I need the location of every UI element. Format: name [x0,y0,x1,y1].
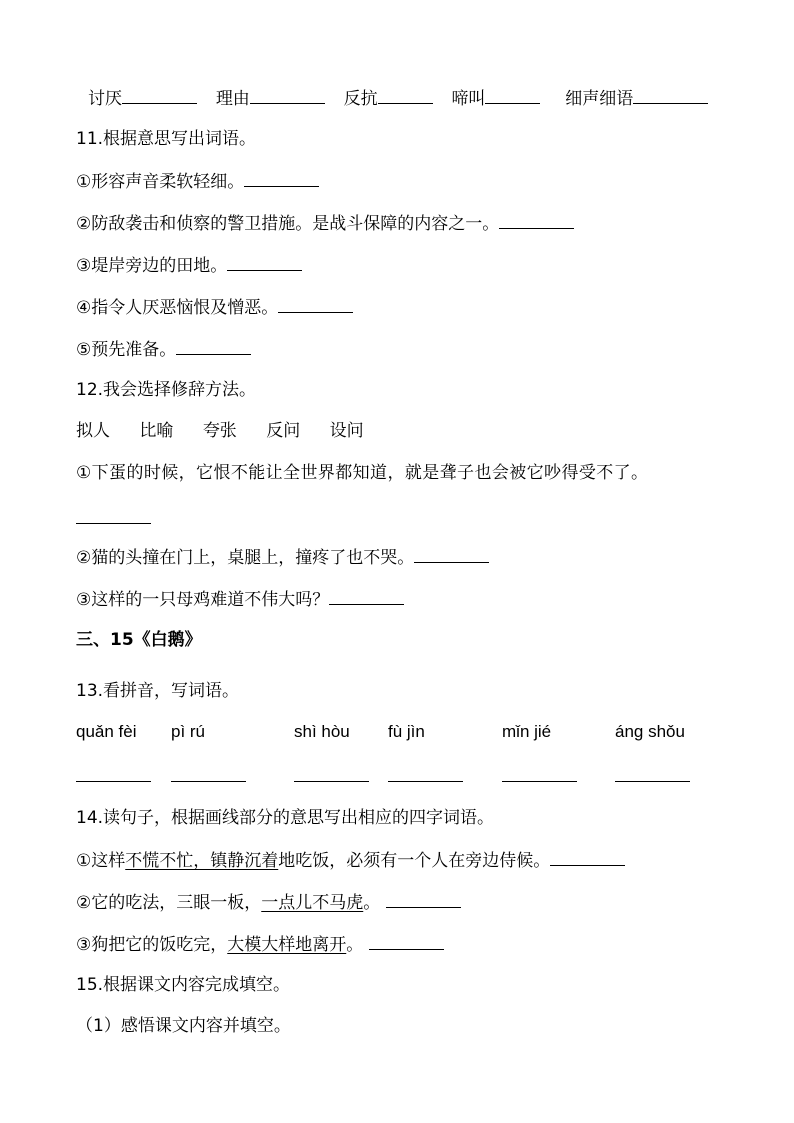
answer-blank[interactable] [250,86,325,104]
q14-sentence-2: ②它的吃法，三眼一板，一点儿不马虎。 [76,890,461,915]
answer-blank[interactable] [278,295,353,313]
answer-blank[interactable] [244,169,319,187]
pinyin-answer-blank-1[interactable] [76,780,151,782]
section-3-title: 三、15《白鹅》 [76,630,202,650]
q12-item-1-blank-row [76,506,151,531]
pinyin-3: shì hòu [294,722,350,741]
answer-blank[interactable] [633,86,708,104]
q12-title: 12.我会选择修辞方法。 [76,380,257,400]
q14-sentence-1: ①这样不慌不忙，镇静沉着地吃饭，必须有一个人在旁边侍候。 [76,848,625,873]
pinyin-4: fù jìn [388,722,425,741]
q13-title: 13.看拼音，写词语。 [76,681,240,701]
underlined-phrase: 大模大样地离开 [227,935,347,955]
q12-options [76,419,364,443]
pinyin-1: quǎn fèi [76,722,137,741]
answer-blank[interactable] [227,253,302,271]
option-self-question: 设问 [329,421,364,441]
answer-blank[interactable] [386,890,461,908]
q14-sentence-3: ③狗把它的饭吃完，大模大样地离开。 [76,932,444,957]
word-1: 讨厌 [88,89,122,109]
answer-blank[interactable] [329,587,404,605]
underlined-phrase: 一点儿不马虎 [261,893,364,913]
word-2: 理由 [215,89,250,109]
pinyin-answer-blank-2[interactable] [171,780,246,782]
top-word-row [88,86,708,111]
q11-title: 11.根据意思写出词语。 [76,129,257,149]
word-5: 细声细语 [565,89,634,109]
answer-blank[interactable] [550,848,625,866]
underlined-phrase: 不慌不忙，镇静沉着 [125,851,279,871]
word-4: 啼叫 [451,89,486,109]
word-3: 反抗 [343,89,378,109]
pinyin-5: mǐn jié [502,722,552,741]
q11-item-3: ③堤岸旁边的田地。 [76,253,302,278]
answer-blank[interactable] [485,86,540,104]
q12-item-2: ②猫的头撞在门上，桌腿上，撞疼了也不哭。 [76,545,489,570]
pinyin-answer-blank-4[interactable] [388,780,463,782]
q11-item-4: ④指令人厌恶恼恨及憎恶。 [76,295,353,320]
option-metaphor: 比喻 [139,421,174,441]
q14-title: 14.读句子，根据画线部分的意思写出相应的四字词语。 [76,808,495,828]
option-personification: 拟人 [76,421,110,441]
pinyin-answer-blank-6[interactable] [615,780,690,782]
answer-blank[interactable] [76,506,151,524]
option-hyperbole: 夸张 [202,421,237,441]
pinyin-6: áng shǒu [615,722,685,741]
answer-blank[interactable] [176,337,251,355]
answer-blank[interactable] [122,86,197,104]
q12-item-3: ③这样的一只母鸡难道不伟大吗？ [76,587,404,612]
answer-blank[interactable] [369,932,444,950]
answer-blank[interactable] [414,545,489,563]
q15-title: 15.根据课文内容完成填空。 [76,975,291,995]
q15-sub-1: （1）感悟课文内容并填空。 [76,1016,291,1036]
pinyin-answer-blank-3[interactable] [294,780,369,782]
pinyin-2: pì rú [171,722,206,741]
option-rhetorical-question: 反问 [266,421,301,441]
q11-item-1: ①形容声音柔软轻细。 [76,169,319,194]
q11-item-2: ②防敌袭击和侦察的警卫措施。是战斗保障的内容之一。 [76,211,574,236]
answer-blank[interactable] [378,86,433,104]
answer-blank[interactable] [499,211,574,229]
q11-item-5: ⑤预先准备。 [76,337,251,362]
q12-item-1: ①下蛋的时候，它恨不能让全世界都知道，就是聋子也会被它吵得受不了。 [76,463,649,483]
pinyin-answer-blank-5[interactable] [502,780,577,782]
